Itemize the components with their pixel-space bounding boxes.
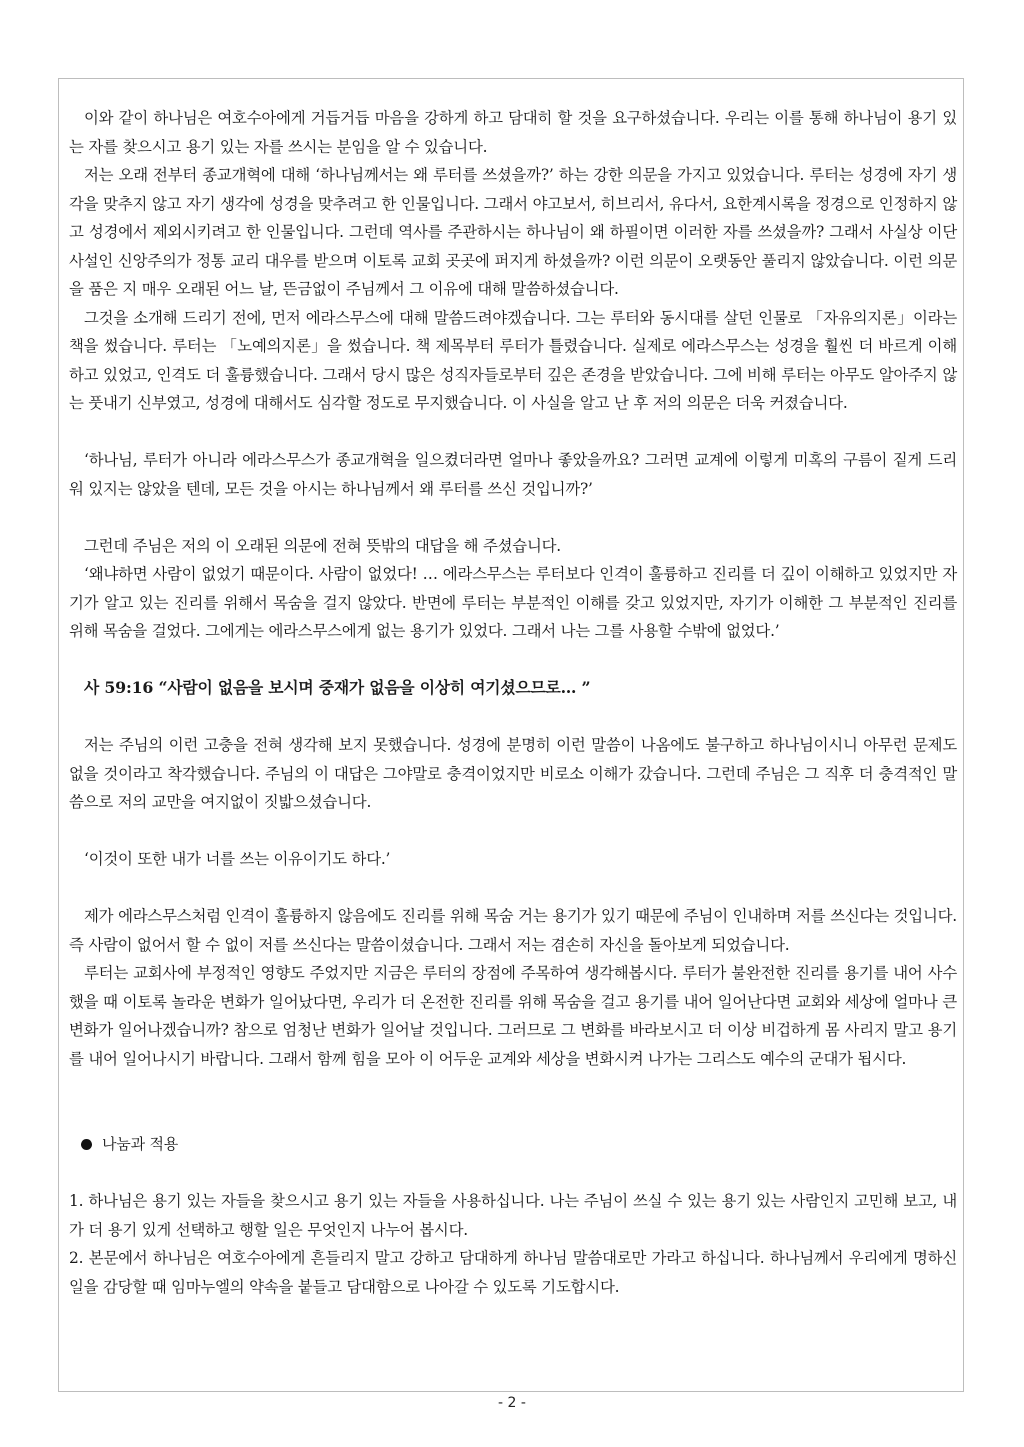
quote-reason: ‘이것이 또한 내가 너를 쓰는 이유이기도 하다.’ [84,850,391,868]
sharing-title [69,1130,957,1159]
document-body [69,104,957,1301]
paragraph-answer-intro: 그런데 주님은 저의 이 오래된 의문에 전혀 뜻밖의 대답을 해 주셨습니다. [84,536,561,555]
sharing-list [69,1187,957,1301]
bullet-icon [81,1139,92,1150]
quote-prayer: ‘하나님, 루터가 아니라 에라스무스가 종교개혁을 일으켰더라면 얼마나 좋았을까요? 그러면 교계에 이렇게 미혹의 구름이 짙게 드리워 있지는 않았을 텐데, 모든 것을 아시는 하나님께서 왜 루터를 쓰신 것입니까?’ [69,451,957,498]
sharing-item-1: 1. 하나님은 용기 있는 자들을 찾으시고 용기 있는 자들을 사용하십니다. 나는 주님이 쓰실 수 있는 용기 있는 사람인지 고민해 보고, 내가 더 용기 있게 선택하고 행할 일은 무엇인지 나누어 봅시다. [69,1192,957,1239]
paragraph-realization: 저는 주님의 이런 고충을 전혀 생각해 보지 못했습니다. 성경에 분명히 이런 말씀이 나옴에도 불구하고 하나님이시니 아무런 문제도 없을 것이라고 착각했습니다. 주님의 이 대답은 그야말로 충격이었지만 비로소 이해가 갔습니다. 그런데 주님은 그 직후 더 충격적인 말씀으로 저의 교만을 여지없이 짓밟으셨습니다. [69,736,957,811]
bible-verse: 사 59:16 “사람이 없음을 보시며 중재가 없음을 이상히 여기셨으므로… ” [84,678,591,697]
sharing-item-2: 2. 본문에서 하나님은 여호수아에게 흔들리지 말고 강하고 담대하게 하나님 말씀대로만 가라고 하십니다. 하나님께서 우리에게 명하신 일을 감당할 때 임마누엘의 약속을 붙들고 담대함으로 나아갈 수 있도록 기도합시다. [69,1249,957,1296]
paragraph-intro: 이와 같이 하나님은 여호수아에게 거듭거듭 마음을 강하게 하고 담대히 할 것을 요구하셨습니다. 우리는 이를 통해 하나님이 용기 있는 자를 찾으시고 용기 있는 자를 쓰시는 분임을 알 수 있습니다. [69,109,957,156]
quote-lord-answer: ‘왜냐하면 사람이 없었기 때문이다. 사람이 없었다! … 에라스무스는 루터보다 인격이 훌륭하고 진리를 더 깊이 이해하고 있었지만 자기가 알고 있는 진리를 위해서 목숨을 걸지 않았다. 반면에 루터는 부분적인 이해를 갖고 있었지만, 자기가 이해한 그 부분적인 진리를 위해 목숨을 걸었다. 그에게는 에라스무스에게 없는 용기가 있었다. 그래서 나는 그를 사용할 수밖에 없었다.’ [69,565,957,640]
page-number: - 2 - [498,1395,526,1411]
sharing-title-text: 나눔과 적용 [102,1135,179,1153]
paragraph-conclusion: 루터는 교회사에 부정적인 영향도 주었지만 지금은 루터의 장점에 주목하여 생각해봅시다. 루터가 불완전한 진리를 용기를 내어 사수했을 때 이토록 놀라운 변화가 일어났다면, 우리가 더 온전한 진리를 위해 목숨을 걸고 용기를 내어 일어난다면 교회와 세상에 얼마나 큰 변화가 일어나겠습니까? 참으로 엄청난 변화가 일어날 것입니다. 그러므로 그 변화를 바라보시고 더 이상 비겁하게 몸 사리지 말고 용기를 내어 일어나시기 바랍니다. 그래서 함께 힘을 모아 이 어두운 교계와 세상을 변화시켜 나가는 그리스도 예수의 군대가 됩시다. [69,964,957,1068]
paragraph-humility: 제가 에라스무스처럼 인격이 훌륭하지 않음에도 진리를 위해 목숨 거는 용기가 있기 때문에 주님이 인내하며 저를 쓰신다는 것입니다. 즉 사람이 없어서 할 수 없이 저를 쓰신다는 말씀이셨습니다. 그래서 저는 겸손히 자신을 돌아보게 되었습니다. [69,907,957,954]
paragraph-question-luther: 저는 오래 전부터 종교개혁에 대해 ‘하나님께서는 왜 루터를 쓰셨을까?’ 하는 강한 의문을 가지고 있었습니다. 루터는 성경에 자기 생각을 맞추지 않고 자기 생각에 성경을 맞추려고 한 인물입니다. 그래서 야고보서, 히브리서, 유다서, 요한계시록을 정경으로 인정하지 않고 성경에서 제외시키려고 한 인물입니다. 그런데 역사를 주관하시는 하나님이 왜 하필이면 이러한 자를 쓰셨을까? 그래서 사실상 이단 사설인 신앙주의가 정통 교리 대우를 받으며 이토록 교회 곳곳에 퍼지게 하셨을까? 이런 의문이 오랫동안 풀리지 않았습니다. 이런 의문을 품은 지 매우 오래된 어느 날, 뜬금없이 주님께서 그 이유에 대해 말씀하셨습니다. [69,166,957,298]
paragraph-erasmus: 그것을 소개해 드리기 전에, 먼저 에라스무스에 대해 말씀드려야겠습니다. 그는 루터와 동시대를 살던 인물로 「자유의지론」이라는 책을 썼습니다. 루터는 「노예의지론」을 썼습니다. 책 제목부터 루터가 틀렸습니다. 실제로 에라스무스는 성경을 훨씬 더 바르게 이해하고 있었고, 인격도 더 훌륭했습니다. 그래서 당시 많은 성직자들로부터 깊은 존경을 받았습니다. 그에 비해 루터는 아무도 알아주지 않는 풋내기 신부였고, 성경에 대해서도 심각할 정도로 무지했습니다. 이 사실을 알고 난 후 저의 의문은 더욱 커졌습니다. [69,308,957,412]
